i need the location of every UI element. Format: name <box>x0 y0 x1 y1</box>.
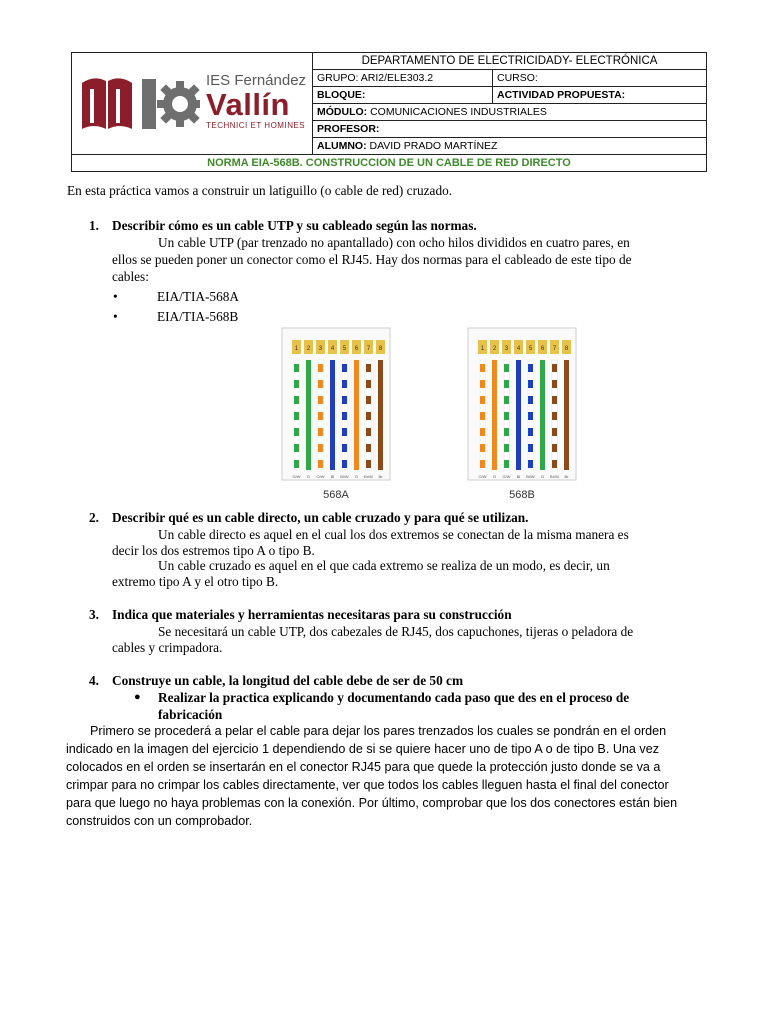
wire-stripe <box>552 460 557 468</box>
wire-stripe <box>504 396 509 404</box>
wire-solid <box>354 360 359 470</box>
wire-stripe <box>480 412 485 420</box>
pin-number: 2 <box>306 346 311 352</box>
wire-stripe <box>528 364 533 372</box>
wire-stripe <box>552 380 557 388</box>
q2-line1: Un cable directo es aquel en el cual los dos extremos se conectan de la misma manera es <box>158 527 629 542</box>
grupo-cell <box>313 70 493 87</box>
q2-title: Describir qué es un cable directo, un cable cruzado y para qué se utilizan. <box>112 510 529 525</box>
q1-number: 1. <box>89 218 99 233</box>
pin-number: 3 <box>318 346 323 352</box>
q4-title: Construye un cable, la longitud del cable debe de ser de 50 cm <box>112 673 464 688</box>
wire-stripe <box>318 460 323 468</box>
q4-sub-line1: Realizar la practica explicando y documentando cada paso que des en el proceso de <box>158 690 630 705</box>
bullet-dot: • <box>113 309 118 324</box>
wire-stripe <box>318 444 323 452</box>
wire-stripe <box>294 444 299 452</box>
pin-number: 1 <box>480 346 485 352</box>
bullet-568b: EIA/TIA-568B <box>157 309 239 324</box>
pin-number: 1 <box>294 346 299 352</box>
wire-label: Bl/W <box>526 474 535 479</box>
wire-stripe <box>366 396 371 404</box>
wire-label: G <box>306 474 311 479</box>
wire-stripe <box>480 396 485 404</box>
wire-stripe <box>366 364 371 372</box>
q2-line3: Un cable cruzado es aquel en el que cada extremo se realiza de un modo, es decir, un <box>158 558 610 573</box>
grupo-label: GRUPO: <box>317 71 359 84</box>
q4-sub-line2: fabricación <box>158 707 223 722</box>
logo-line1: IES Fernández <box>206 71 307 89</box>
q1-line1: Un cable UTP (par trenzado no apantallado) con ocho hilos divididos en cuatro pares, en <box>158 235 630 250</box>
q4-para-line1: Primero se procederá a pelar el cable para dejar los pares trenzados los cuales se pondrán en el orden <box>90 724 667 738</box>
label-568a: 568A <box>323 489 349 501</box>
wire-stripe <box>504 364 509 372</box>
wire-label: O/W <box>478 474 487 479</box>
wire-label: G/W <box>502 474 511 479</box>
department-name: DEPARTAMENTO DE ELECTRICIDADY- ELECTRÓNICA <box>361 54 658 67</box>
actividad-label: ACTIVIDAD PROPUESTA: <box>497 88 626 101</box>
wire-stripe <box>318 396 323 404</box>
wire-solid <box>306 360 311 470</box>
wire-stripe <box>504 444 509 452</box>
profesor-cell <box>313 121 707 138</box>
pin-number: 4 <box>516 346 521 352</box>
wire-stripe <box>318 380 323 388</box>
wire-solid <box>564 360 569 470</box>
wire-label: Br/W <box>550 474 559 479</box>
wire-stripe <box>342 380 347 388</box>
q1-line2: ellos se pueden poner un conector como el RJ45. Hay dos normas para el cableado de este tipo de <box>112 252 632 267</box>
wire-stripe <box>552 364 557 372</box>
wire-stripe <box>342 364 347 372</box>
wire-stripe <box>552 428 557 436</box>
pin-number: 8 <box>564 346 569 352</box>
wire-solid <box>378 360 383 470</box>
alumno-label: ALUMNO: <box>317 139 367 152</box>
q3-line2: cables y crimpadora. <box>112 640 223 655</box>
wire-label: O/W <box>316 474 325 479</box>
wire-stripe <box>504 460 509 468</box>
q4-number: 4. <box>89 673 99 688</box>
wire-solid <box>492 360 497 470</box>
wire-stripe <box>294 460 299 468</box>
wire-stripe <box>552 396 557 404</box>
logo-line2: Vallín <box>206 86 290 122</box>
bloque-label: BLOQUE: <box>317 88 366 101</box>
actividad-cell <box>493 87 707 104</box>
q1-title: Describir cómo es un cable UTP y su cableado según las normas. <box>112 218 477 233</box>
department-cell <box>313 53 707 70</box>
wire-stripe <box>366 412 371 420</box>
profesor-label: PROFESOR: <box>317 122 380 135</box>
label-568b: 568B <box>509 489 535 501</box>
wire-stripe <box>318 428 323 436</box>
modulo-cell <box>313 104 707 121</box>
wire-solid <box>540 360 545 470</box>
wire-stripe <box>294 412 299 420</box>
wire-label: O <box>354 474 359 479</box>
pin-number: 6 <box>540 346 545 352</box>
wire-stripe <box>528 412 533 420</box>
pin-number: 6 <box>354 346 359 352</box>
q2-number: 2. <box>89 510 99 525</box>
wire-stripe <box>294 364 299 372</box>
intro-text: En esta práctica vamos a construir un latiguillo (o cable de red) cruzado. <box>67 183 453 198</box>
title-cell <box>72 155 707 172</box>
pin-number: 2 <box>492 346 497 352</box>
wire-stripe <box>480 460 485 468</box>
wire-stripe <box>528 396 533 404</box>
wire-stripe <box>366 380 371 388</box>
modulo-label: MÓDULO: <box>317 105 368 118</box>
wire-stripe <box>480 364 485 372</box>
wire-stripe <box>342 412 347 420</box>
wire-stripe <box>480 444 485 452</box>
wire-stripe <box>552 412 557 420</box>
wire-stripe <box>504 380 509 388</box>
connector-568b <box>468 328 576 480</box>
pin-number: 3 <box>504 346 509 352</box>
wire-stripe <box>480 380 485 388</box>
modulo-value: COMUNICACIONES INDUSTRIALES <box>370 105 547 118</box>
wire-stripe <box>342 444 347 452</box>
pin-number: 7 <box>366 346 371 352</box>
wiring-diagram <box>276 324 586 506</box>
curso-label: CURSO: <box>497 71 538 84</box>
q3-line1: Se necesitará un cable UTP, dos cabezales de RJ45, dos capuchones, tijeras o peladora de <box>158 624 634 639</box>
wire-stripe <box>528 460 533 468</box>
pin-number: 5 <box>528 346 533 352</box>
grupo-value: ARI2/ELE303.2 <box>360 71 434 84</box>
q2-line4: extremo tipo A y el otro tipo B. <box>112 574 279 589</box>
sub-bullet-dot: ● <box>134 691 141 703</box>
wire-label: G/W <box>292 474 301 479</box>
logo-text <box>206 72 306 131</box>
wire-stripe <box>342 396 347 404</box>
wire-solid <box>330 360 335 470</box>
wire-stripe <box>318 364 323 372</box>
q1-line3: cables: <box>112 269 149 284</box>
wire-label: O <box>492 474 497 479</box>
wire-label: Bl <box>330 474 335 479</box>
wire-label: Bl <box>516 474 521 479</box>
school-logo <box>72 55 312 153</box>
wire-stripe <box>294 428 299 436</box>
wire-stripe <box>318 412 323 420</box>
q2-line2: decir los dos estremos tipo A o tipo B. <box>112 543 315 558</box>
wire-stripe <box>504 412 509 420</box>
q4-para-line5: para que luego no haya problemas con la conexión. Por último, comprobar que los dos conectores están bien <box>66 796 678 810</box>
q4-para-line3: colocados en el orden se insertarán en el conector RJ45 para que quede la protección justo donde se va a <box>66 760 661 774</box>
wire-stripe <box>528 444 533 452</box>
alumno-value: DAVID PRADO MARTÍNEZ <box>369 139 498 152</box>
alumno-cell <box>313 138 707 155</box>
wire-stripe <box>366 444 371 452</box>
pin-number: 5 <box>342 346 347 352</box>
wire-solid <box>516 360 521 470</box>
wire-stripe <box>342 428 347 436</box>
pin-number: 7 <box>552 346 557 352</box>
wire-label: Br <box>564 474 569 479</box>
connector-568a <box>282 328 390 480</box>
wire-stripe <box>480 428 485 436</box>
header-table <box>71 52 707 172</box>
bloque-cell <box>313 87 493 104</box>
document-title: NORMA EIA-568B. CONSTRUCCION DE UN CABLE DE RED DIRECTO <box>207 156 571 169</box>
q3-number: 3. <box>89 607 99 622</box>
wire-label: G <box>540 474 545 479</box>
curso-cell <box>493 70 707 87</box>
wire-stripe <box>366 460 371 468</box>
wire-stripe <box>294 380 299 388</box>
logo-line3: TECHNICI ET HOMINES <box>206 120 306 130</box>
logo-icon <box>82 75 202 131</box>
pin-number: 8 <box>378 346 383 352</box>
wire-label: Br/W <box>364 474 373 479</box>
q4-para-line2: indicado en la imagen del ejercicio 1 dependiendo de si se quiere hacer uno de tipo A o de tipo B. Una vez <box>66 742 660 756</box>
wire-stripe <box>552 444 557 452</box>
wire-stripe <box>342 460 347 468</box>
wire-stripe <box>366 428 371 436</box>
bullet-dot: • <box>113 289 118 304</box>
wire-label: Bl/W <box>340 474 349 479</box>
pin-number: 4 <box>330 346 335 352</box>
q4-para-line4: crimpar para no crimpar los cables directamente, ver que todos los cables lleguen hasta el final del conector <box>66 778 669 792</box>
wire-label: Br <box>378 474 383 479</box>
wire-stripe <box>528 380 533 388</box>
q4-para-line6: construidos con un comprobador. <box>66 814 253 828</box>
wire-stripe <box>528 428 533 436</box>
q3-title: Indica que materiales y herramientas necesitaras para su construcción <box>112 607 512 622</box>
logo-cell <box>72 53 313 155</box>
wire-stripe <box>294 396 299 404</box>
wire-stripe <box>504 428 509 436</box>
bullet-568a: EIA/TIA-568A <box>157 289 239 304</box>
